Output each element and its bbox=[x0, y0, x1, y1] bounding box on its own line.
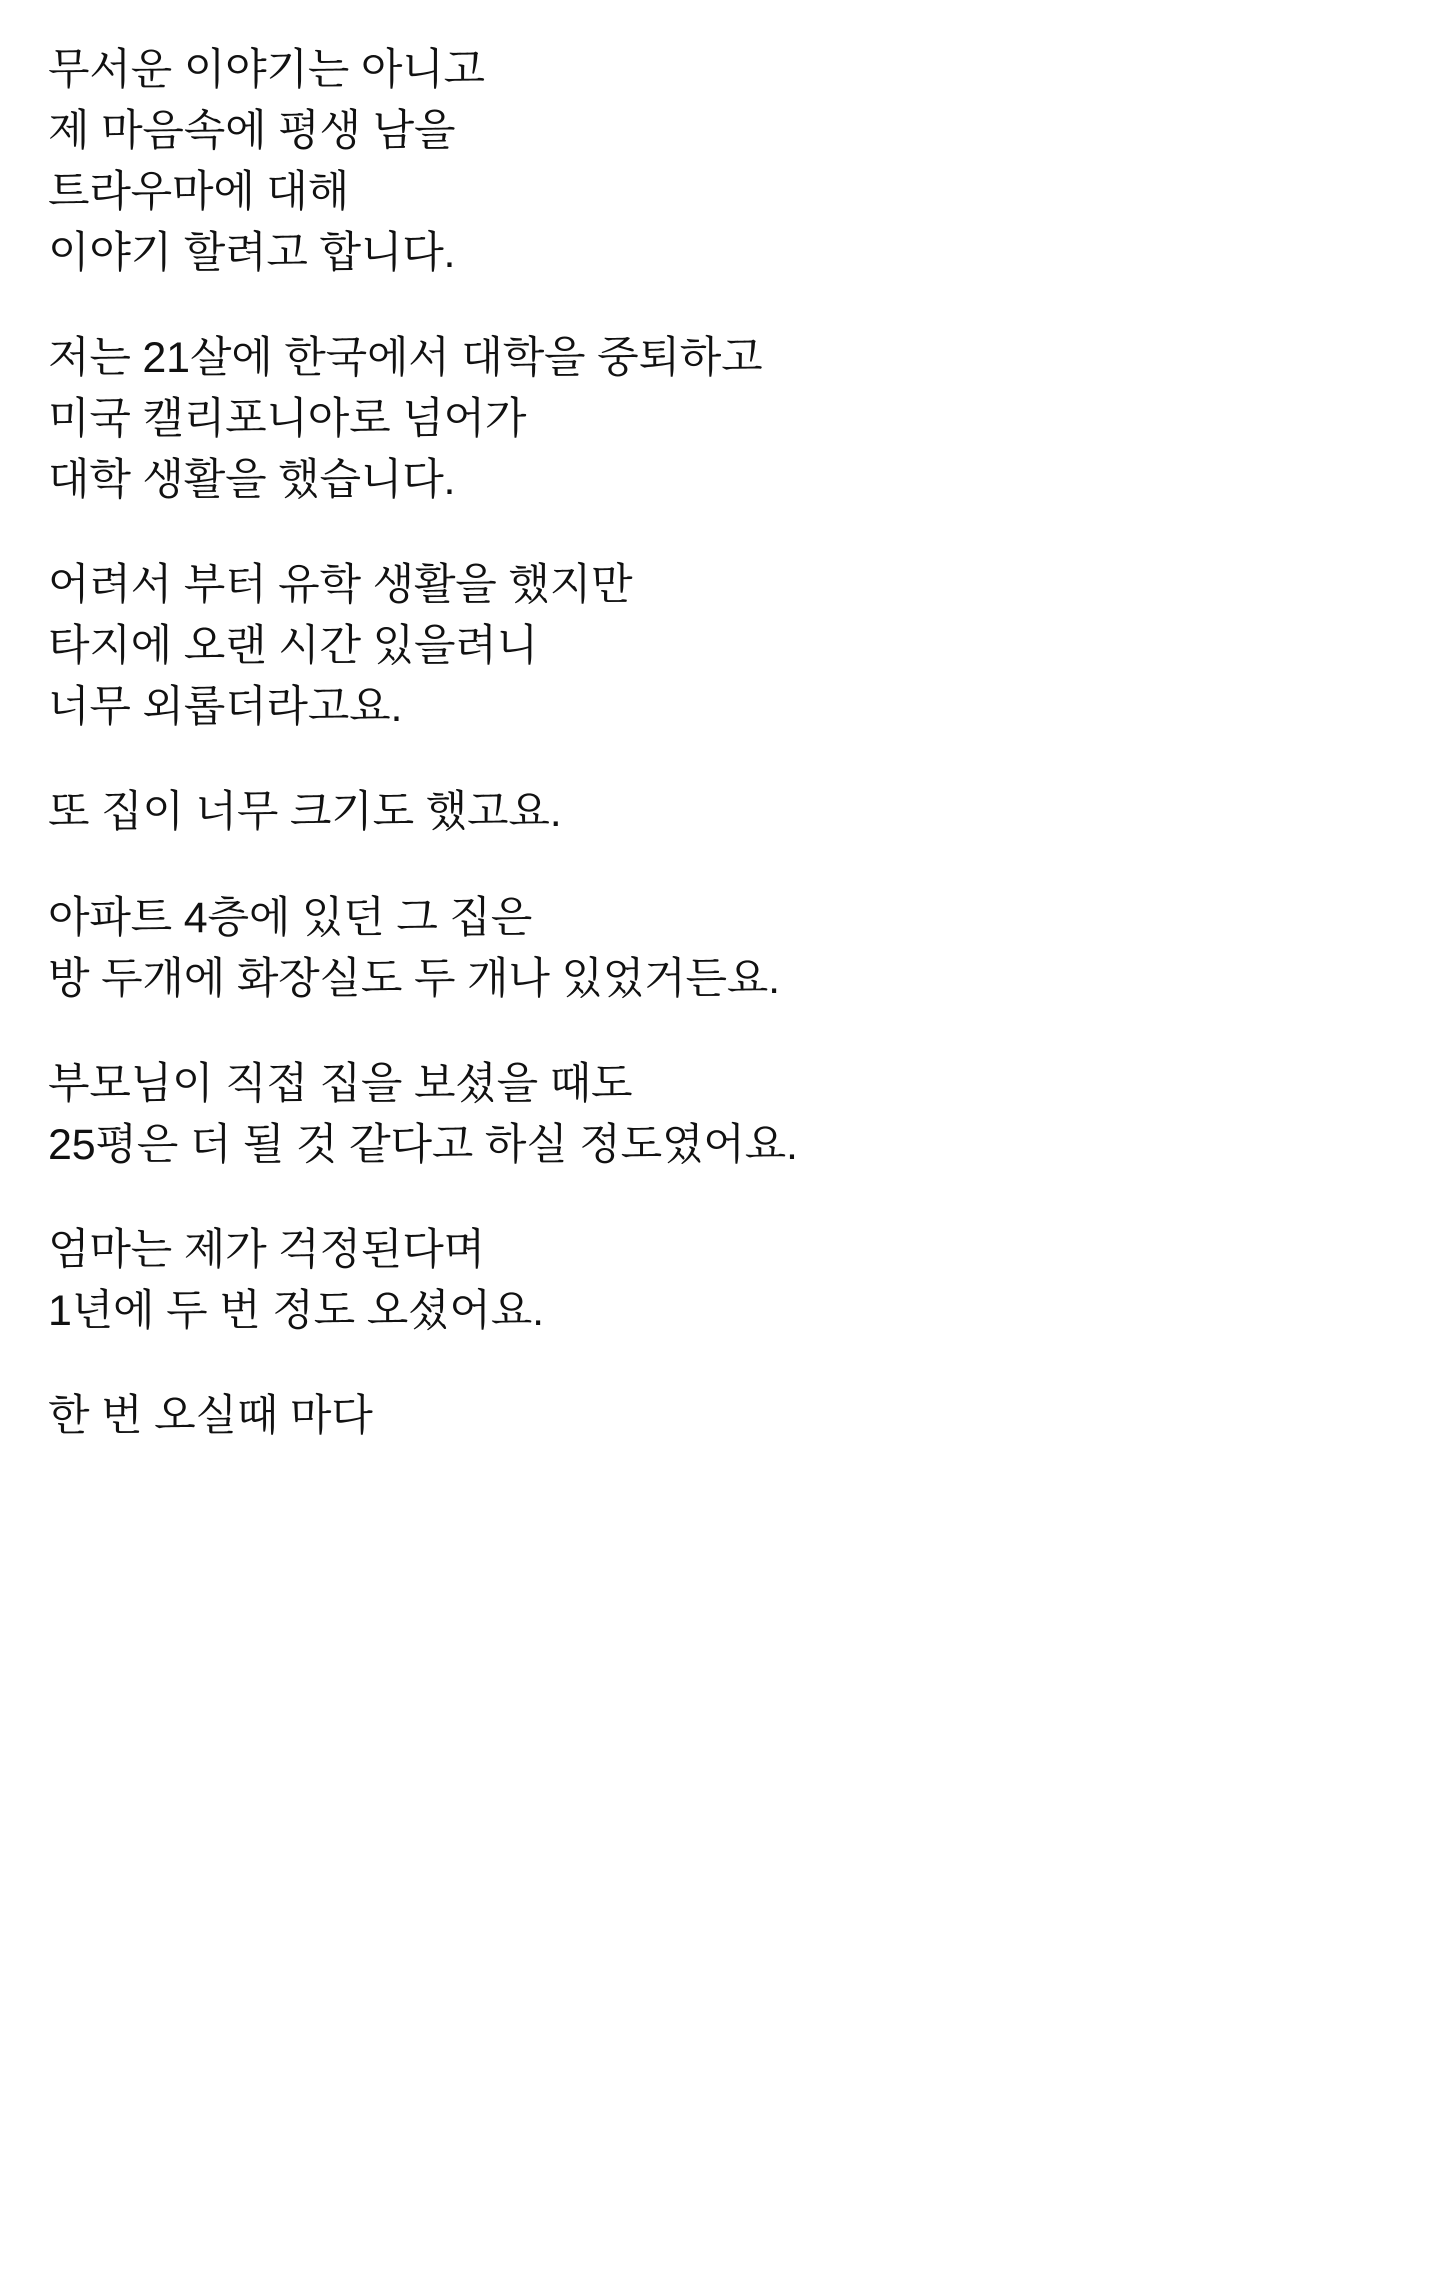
text-line: 엄마는 제가 걱정된다며 bbox=[48, 1225, 485, 1274]
paragraph bbox=[48, 555, 1380, 738]
story-body bbox=[48, 40, 1380, 1447]
text-line: 어려서 부터 유학 생활을 했지만 bbox=[48, 561, 633, 610]
text-line: 한 번 오실때 마다 bbox=[48, 1391, 373, 1440]
text-line: 너무 외롭더라고요. bbox=[48, 683, 403, 732]
text-line: 미국 캘리포니아로 넘어가 bbox=[48, 395, 527, 444]
text-line: 부모님이 직접 집을 보셨을 때도 bbox=[48, 1059, 633, 1108]
paragraph bbox=[48, 1220, 1380, 1342]
text-line: 제 마음속에 평생 남을 bbox=[48, 107, 456, 156]
paragraph bbox=[48, 888, 1380, 1010]
text-line: 또 집이 너무 크기도 했고요. bbox=[48, 788, 562, 837]
paragraph bbox=[48, 1054, 1380, 1176]
paragraph bbox=[48, 40, 1380, 284]
text-line: 트라우마에 대해 bbox=[48, 168, 350, 217]
text-line: 방 두개에 화장실도 두 개나 있었거든요. bbox=[48, 954, 780, 1003]
text-line: 대학 생활을 했습니다. bbox=[48, 456, 456, 505]
paragraph bbox=[48, 328, 1380, 511]
text-line: 이야기 할려고 합니다. bbox=[48, 229, 456, 278]
text-line: 무서운 이야기는 아니고 bbox=[48, 46, 485, 94]
paragraph bbox=[48, 1386, 1380, 1447]
text-line: 타지에 오랜 시간 있을려니 bbox=[48, 622, 538, 671]
paragraph bbox=[48, 782, 1380, 843]
text-line: 아파트 4층에 있던 그 집은 bbox=[48, 893, 533, 942]
text-line: 저는 21살에 한국에서 대학을 중퇴하고 bbox=[48, 334, 763, 383]
text-line: 25평은 더 될 것 같다고 하실 정도였어요. bbox=[48, 1120, 798, 1169]
text-line: 1년에 두 번 정도 오셨어요. bbox=[48, 1286, 544, 1335]
